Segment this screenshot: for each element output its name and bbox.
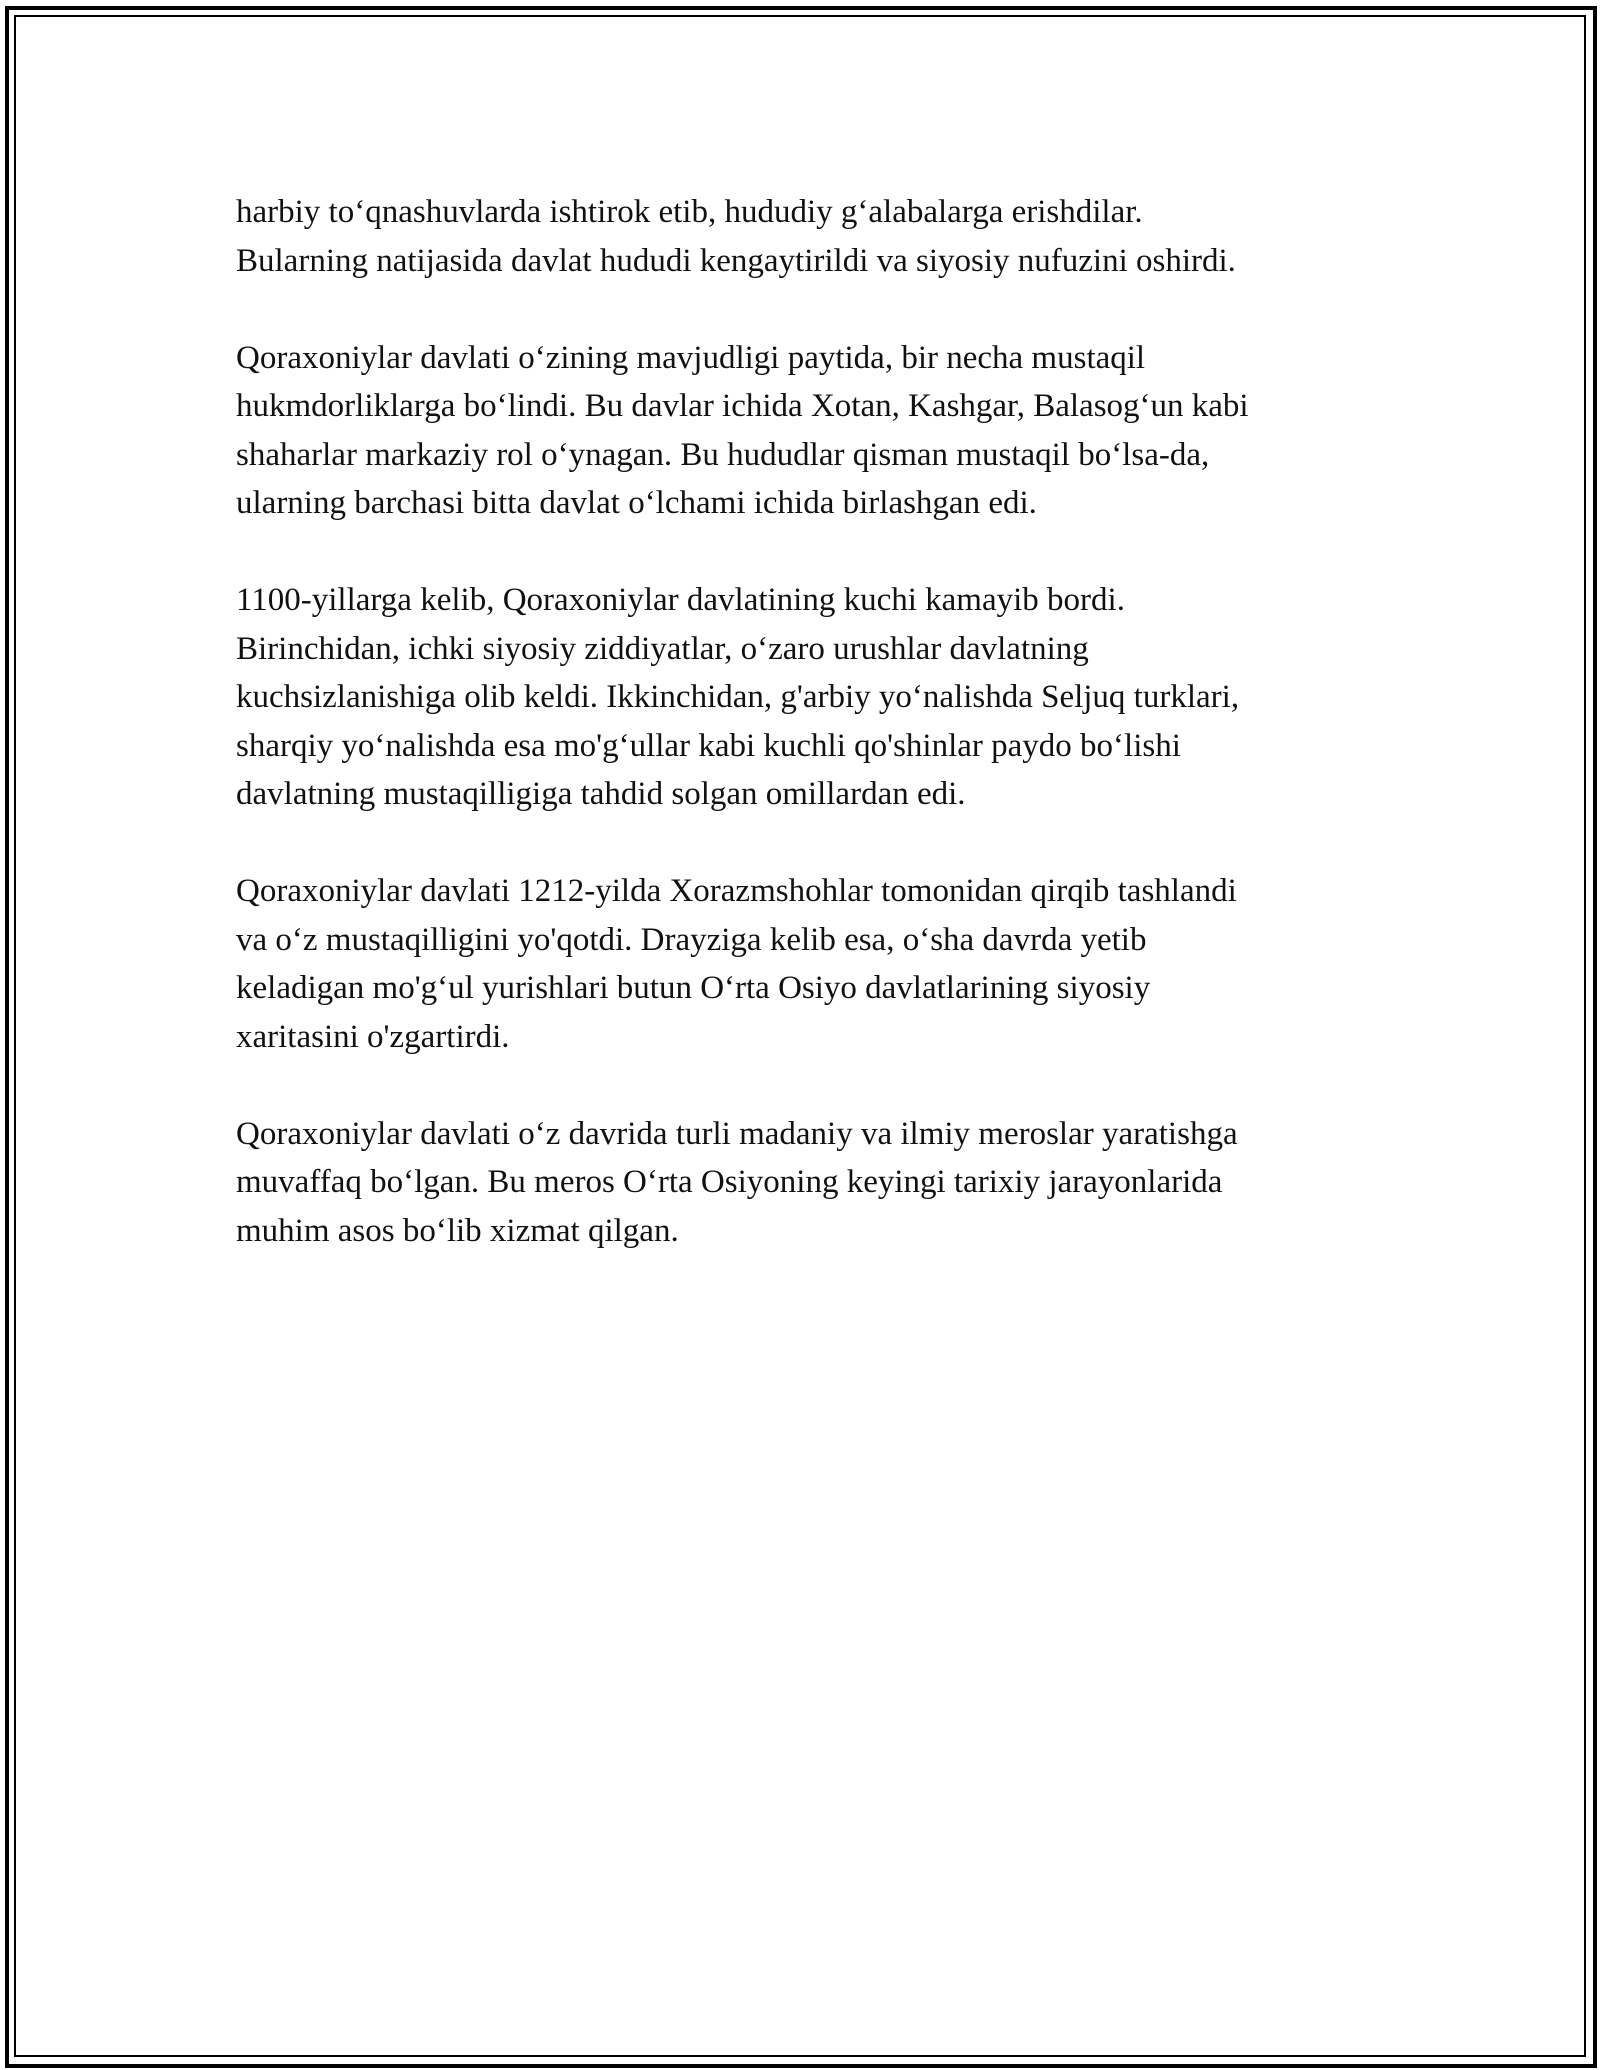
paragraph-line: Bularning natijasida davlat hududi kengaytirildi va siyosiy nufuzini oshirdi.	[236, 242, 1236, 279]
paragraph-1	[236, 188, 1386, 285]
document-body	[236, 188, 1386, 1304]
paragraph-line: kuchsizlanishiga olib keldi. Ikkinchidan, g'arbiy yo‘nalishda Seljuq turklari,	[236, 679, 1240, 715]
paragraph-2	[236, 334, 1386, 528]
paragraph-line: xaritasini o'zgartirdi.	[236, 1018, 510, 1055]
paragraph-4	[236, 867, 1386, 1061]
paragraph-3	[236, 576, 1386, 819]
paragraph-line: harbiy to‘qnashuvlarda ishtirok etib, hududiy g‘alabalarga erishdilar.	[236, 194, 1143, 230]
paragraph-line: 1100-yillarga kelib, Qoraxoniylar davlatining kuchi kamayib bordi.	[236, 582, 1125, 618]
paragraph-line: va o‘z mustaqilligini yo'qotdi. Drayziga kelib esa, o‘sha davrda yetib	[236, 921, 1147, 958]
paragraph-5	[236, 1110, 1386, 1256]
paragraph-line: shaharlar markaziy rol o‘ynagan. Bu hududlar qisman mustaqil bo‘lsa-da,	[236, 436, 1210, 473]
paragraph-line: ularning barchasi bitta davlat o‘lchami ichida birlashgan edi.	[236, 485, 1037, 521]
paragraph-line: Qoraxoniylar davlati 1212-yilda Xorazmshohlar tomonidan qirqib tashlandi	[236, 873, 1237, 909]
paragraph-line: Qoraxoniylar davlati o‘zining mavjudligi paytida, bir necha mustaqil	[236, 339, 1146, 376]
paragraph-line: sharqiy yo‘nalishda esa mo'g‘ullar kabi kuchli qo'shinlar paydo bo‘lishi	[236, 727, 1181, 764]
paragraph-line: muhim asos bo‘lib xizmat qilgan.	[236, 1212, 679, 1249]
paragraph-line: muvaffaq bo‘lgan. Bu meros O‘rta Osiyoning keyingi tarixiy jarayonlarida	[236, 1164, 1223, 1200]
paragraph-line: Qoraxoniylar davlati o‘z davrida turli madaniy va ilmiy meroslar yaratishga	[236, 1115, 1238, 1152]
paragraph-line: Birinchidan, ichki siyosiy ziddiyatlar, o‘zaro urushlar davlatning	[236, 630, 1089, 667]
paragraph-line: hukmdorliklarga bo‘lindi. Bu davlar ichida Xotan, Kashgar, Balasog‘un kabi	[236, 388, 1249, 424]
paragraph-line: davlatning mustaqilligiga tahdid solgan omillardan edi.	[236, 776, 966, 812]
paragraph-line: keladigan mo'g‘ul yurishlari butun O‘rta Osiyo davlatlarining siyosiy	[236, 970, 1151, 1006]
